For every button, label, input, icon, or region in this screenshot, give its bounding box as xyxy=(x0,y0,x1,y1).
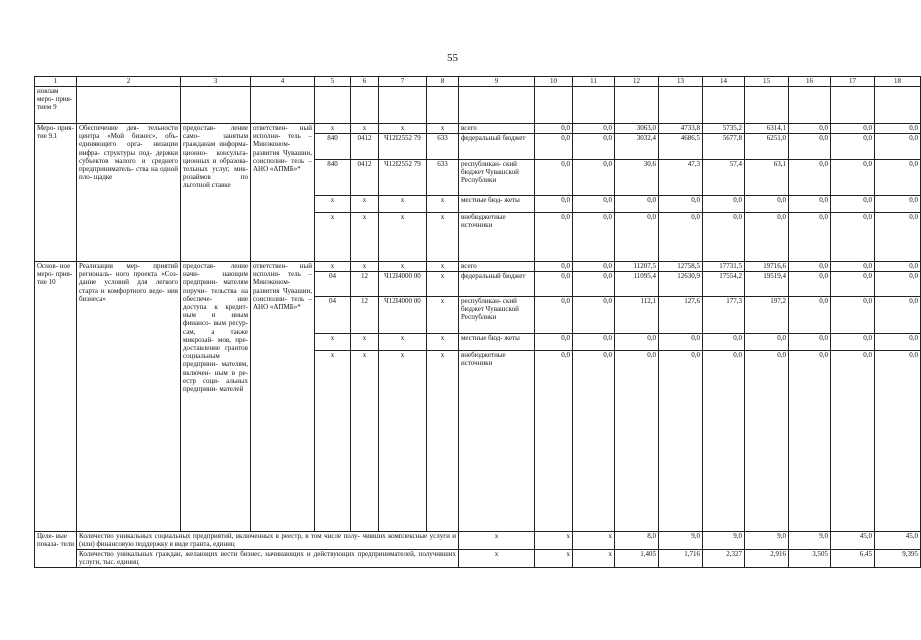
cell-rz: х xyxy=(351,124,379,134)
cell-v2022: 12630,9 xyxy=(659,272,703,297)
cell-v2031_35: 0,0 xyxy=(875,297,921,334)
column-number-row xyxy=(35,77,921,87)
cell-grbs: 840 xyxy=(315,134,351,160)
cell-v2031_35: 0,0 xyxy=(875,351,921,532)
cell-vr: х xyxy=(427,262,459,272)
column-number: 15 xyxy=(745,77,789,87)
column-number: 10 xyxy=(535,77,573,87)
cell-v2020: 0,0 xyxy=(573,351,615,532)
target-value: 9,0 xyxy=(789,532,831,550)
cell-v2025: 0,0 xyxy=(789,160,831,196)
target-value: х xyxy=(535,532,573,550)
carry-over-row xyxy=(35,87,921,124)
cell-v2023: 5735,2 xyxy=(703,124,745,134)
cell-rz: 12 xyxy=(351,272,379,297)
funding-source: федеральный бюджет xyxy=(459,272,535,297)
carry-over-label: новлам меро- прия- тием 9 xyxy=(35,87,77,124)
target-indicator-text: Количество уникальных граждан, желающих вести бизнес, начинающих и действующих предпринимателей, получивших услуги, тыс. единиц xyxy=(77,550,459,568)
target-value: х xyxy=(459,532,535,550)
cell-v2021: 3063,0 xyxy=(615,124,659,134)
column-number: 18 xyxy=(875,77,921,87)
column-number: 12 xyxy=(615,77,659,87)
cell-csr: Ч12I4000 00 xyxy=(379,272,427,297)
cell-v2019: 0,0 xyxy=(535,160,573,196)
cell-v2025: 0,0 xyxy=(789,213,831,262)
column-number: 5 xyxy=(315,77,351,87)
funding-source: республикан- ский бюджет Чувашской Республики xyxy=(459,160,535,196)
cell-v2020: 0,0 xyxy=(573,272,615,297)
cell-grbs: х xyxy=(315,262,351,272)
target-indicator-row xyxy=(35,550,921,568)
target-value: 45,0 xyxy=(875,532,921,550)
measure-name: Основ- ное меро- прия- тие 10 xyxy=(35,262,77,532)
measure-description: Обеспечение дея- тельности центра «Мой бизнес», объ- единяющего орга- низации инфра- структуры под- держки субъектов малого и среднего предприниматель- ства на одной пло- щадке xyxy=(77,124,181,262)
target-indicator-row xyxy=(35,532,921,550)
cell-v2025: 0,0 xyxy=(789,334,831,351)
cell-v2019: 0,0 xyxy=(535,334,573,351)
cell-csr: х xyxy=(379,124,427,134)
funding-source: внебюджетные источники xyxy=(459,351,535,532)
target-value: 6,45 xyxy=(831,550,875,568)
cell-v2026_30: 0,0 xyxy=(831,124,875,134)
cell-v2019: 0,0 xyxy=(535,272,573,297)
cell-rz: х xyxy=(351,334,379,351)
target-indicator-text: Количество уникальных социальных предприятий, включенных в реестр, в том числе полу- чивших комплексные услуги и (или) финансовую поддержку в виде гранта, единиц xyxy=(77,532,459,550)
target-value: 9,0 xyxy=(659,532,703,550)
cell-v2019: 0,0 xyxy=(535,134,573,160)
cell-grbs: х xyxy=(315,124,351,134)
cell-v2022: 47,3 xyxy=(659,160,703,196)
cell-v2020: 0,0 xyxy=(573,262,615,272)
funding-source: местные бюд- жеты xyxy=(459,334,535,351)
cell-v2025: 0,0 xyxy=(789,196,831,213)
cell-v2022: 4733,8 xyxy=(659,124,703,134)
funding-source: федеральный бюджет xyxy=(459,134,535,160)
target-value: 45,0 xyxy=(831,532,875,550)
cell-v2031_35: 0,0 xyxy=(875,134,921,160)
cell-v2026_30: 0,0 xyxy=(831,160,875,196)
cell-v2021: 11207,5 xyxy=(615,262,659,272)
funding-source: местные бюд- жеты xyxy=(459,196,535,213)
measure-description: Реализация мер- приятий региональ- ного проекта «Соз- дание условий для легкого старта и комфортного веде- ния бизнеса» xyxy=(77,262,181,532)
budget-row xyxy=(35,124,921,134)
cell-v2025: 0,0 xyxy=(789,124,831,134)
column-number: 6 xyxy=(351,77,379,87)
target-value: 2,916 xyxy=(745,550,789,568)
cell-csr: х xyxy=(379,213,427,262)
cell-v2026_30: 0,0 xyxy=(831,297,875,334)
cell-rz: х xyxy=(351,196,379,213)
funding-source: всего xyxy=(459,262,535,272)
cell-vr: х xyxy=(427,351,459,532)
cell-v2031_35: 0,0 xyxy=(875,160,921,196)
cell-csr: х xyxy=(379,262,427,272)
cell-v2023: 0,0 xyxy=(703,196,745,213)
cell-v2025: 0,0 xyxy=(789,272,831,297)
target-value: 2,327 xyxy=(703,550,745,568)
cell-v2024: 19716,6 xyxy=(745,262,789,272)
cell-v2024: 19519,4 xyxy=(745,272,789,297)
cell-v2021: 0,0 xyxy=(615,213,659,262)
column-number: 9 xyxy=(459,77,535,87)
cell-csr: х xyxy=(379,196,427,213)
budget-row xyxy=(35,262,921,272)
cell-v2023: 0,0 xyxy=(703,334,745,351)
cell-v2023: 0,0 xyxy=(703,351,745,532)
funding-source: республикан- ский бюджет Чувашской Республики xyxy=(459,297,535,334)
cell-v2026_30: 0,0 xyxy=(831,272,875,297)
cell-v2023: 17731,5 xyxy=(703,262,745,272)
target-value: 1,405 xyxy=(615,550,659,568)
measure-executor: ответствен- ный исполни- тель – Минэконом- развития Чувашии, соисполни- тель – АНО «АПМБ»* xyxy=(251,262,315,532)
cell-csr: Ч12I4000 00 xyxy=(379,297,427,334)
cell-grbs: х xyxy=(315,196,351,213)
cell-v2023: 177,3 xyxy=(703,297,745,334)
cell-v2022: 0,0 xyxy=(659,196,703,213)
cell-csr: х xyxy=(379,351,427,532)
cell-v2021: 3032,4 xyxy=(615,134,659,160)
targets-label: Целе- вые показа- тели xyxy=(35,532,77,568)
cell-v2019: 0,0 xyxy=(535,297,573,334)
cell-csr: х xyxy=(379,334,427,351)
cell-grbs: 04 xyxy=(315,297,351,334)
cell-v2020: 0,0 xyxy=(573,160,615,196)
cell-rz: 0412 xyxy=(351,134,379,160)
cell-v2024: 6314,1 xyxy=(745,124,789,134)
cell-v2024: 197,2 xyxy=(745,297,789,334)
cell-grbs: 840 xyxy=(315,160,351,196)
column-number: 13 xyxy=(659,77,703,87)
target-value: х xyxy=(535,550,573,568)
cell-v2023: 0,0 xyxy=(703,213,745,262)
cell-v2022: 12758,5 xyxy=(659,262,703,272)
cell-v2031_35: 0,0 xyxy=(875,334,921,351)
cell-grbs: х xyxy=(315,334,351,351)
cell-v2019: 0,0 xyxy=(535,262,573,272)
cell-v2020: 0,0 xyxy=(573,213,615,262)
cell-v2024: 0,0 xyxy=(745,351,789,532)
cell-v2026_30: 0,0 xyxy=(831,213,875,262)
cell-v2022: 0,0 xyxy=(659,213,703,262)
cell-vr: х xyxy=(427,272,459,297)
cell-v2026_30: 0,0 xyxy=(831,262,875,272)
cell-v2026_30: 0,0 xyxy=(831,134,875,160)
cell-v2025: 0,0 xyxy=(789,351,831,532)
cell-csr: Ч12I2552 79 xyxy=(379,160,427,196)
target-value: 9,0 xyxy=(703,532,745,550)
cell-v2021: 112,1 xyxy=(615,297,659,334)
cell-v2024: 0,0 xyxy=(745,213,789,262)
page-number: 55 xyxy=(447,52,458,64)
cell-v2021: 0,0 xyxy=(615,334,659,351)
cell-v2022: 0,0 xyxy=(659,334,703,351)
cell-v2021: 0,0 xyxy=(615,351,659,532)
column-number: 4 xyxy=(251,77,315,87)
cell-v2025: 0,0 xyxy=(789,134,831,160)
target-value: 3,505 xyxy=(789,550,831,568)
target-value: 9,0 xyxy=(745,532,789,550)
target-value: 1,716 xyxy=(659,550,703,568)
cell-v2019: 0,0 xyxy=(535,196,573,213)
measure-executor: ответствен- ный исполни- тель – Минэконом- развития Чувашии, соисполни- тель – АНО «АПМБ»* xyxy=(251,124,315,262)
cell-v2026_30: 0,0 xyxy=(831,351,875,532)
cell-v2022: 127,6 xyxy=(659,297,703,334)
cell-v2031_35: 0,0 xyxy=(875,262,921,272)
target-value: 8,0 xyxy=(615,532,659,550)
cell-csr: Ч12I2552 79 xyxy=(379,134,427,160)
cell-v2022: 4686,5 xyxy=(659,134,703,160)
cell-grbs: 04 xyxy=(315,272,351,297)
cell-rz: 12 xyxy=(351,297,379,334)
column-number: 3 xyxy=(181,77,251,87)
cell-vr: х xyxy=(427,297,459,334)
cell-v2021: 0,0 xyxy=(615,196,659,213)
cell-v2020: 0,0 xyxy=(573,297,615,334)
cell-v2021: 11095,4 xyxy=(615,272,659,297)
column-number: 8 xyxy=(427,77,459,87)
cell-v2020: 0,0 xyxy=(573,134,615,160)
cell-v2020: 0,0 xyxy=(573,334,615,351)
cell-v2020: 0,0 xyxy=(573,124,615,134)
cell-vr: 633 xyxy=(427,134,459,160)
cell-rz: 0412 xyxy=(351,160,379,196)
cell-v2022: 0,0 xyxy=(659,351,703,532)
column-number: 11 xyxy=(573,77,615,87)
funding-source: внебюджетные источники xyxy=(459,213,535,262)
column-number: 7 xyxy=(379,77,427,87)
cell-v2020: 0,0 xyxy=(573,196,615,213)
cell-v2023: 17554,2 xyxy=(703,272,745,297)
measure-result: предостав- ление начи- нающим предприни- мателям поручи- тельства на обеспече- ние доступа к кредит- ным и иным финансо- вым ресур- сам, а также микрозай- мов, пре- доставление грантов социальным предприни- мателям, включен- ным в ре- естр соци- альных предприни- мателей xyxy=(181,262,251,532)
cell-rz: х xyxy=(351,262,379,272)
cell-v2023: 57,4 xyxy=(703,160,745,196)
target-value: х xyxy=(573,532,615,550)
cell-v2026_30: 0,0 xyxy=(831,196,875,213)
cell-vr: х xyxy=(427,334,459,351)
funding-source: всего xyxy=(459,124,535,134)
cell-v2024: 6251,0 xyxy=(745,134,789,160)
measure-result: предостав- ление само- занятым гражданам информа- ционно- консульта- ционных и образова- тельных услуг, мик- розаймов по льготной ставке xyxy=(181,124,251,262)
column-number: 16 xyxy=(789,77,831,87)
cell-v2025: 0,0 xyxy=(789,297,831,334)
cell-vr: х xyxy=(427,213,459,262)
cell-v2019: 0,0 xyxy=(535,124,573,134)
cell-grbs: х xyxy=(315,351,351,532)
cell-v2031_35: 0,0 xyxy=(875,196,921,213)
cell-v2024: 0,0 xyxy=(745,196,789,213)
budget-table xyxy=(34,76,921,568)
cell-v2025: 0,0 xyxy=(789,262,831,272)
cell-rz: х xyxy=(351,213,379,262)
cell-v2023: 5677,8 xyxy=(703,134,745,160)
column-number: 1 xyxy=(35,77,77,87)
target-value: х xyxy=(459,550,535,568)
cell-v2026_30: 0,0 xyxy=(831,334,875,351)
cell-v2024: 0,0 xyxy=(745,334,789,351)
target-value: 9,395 xyxy=(875,550,921,568)
column-number: 17 xyxy=(831,77,875,87)
cell-v2021: 30,6 xyxy=(615,160,659,196)
target-value: х xyxy=(573,550,615,568)
column-number: 14 xyxy=(703,77,745,87)
cell-v2031_35: 0,0 xyxy=(875,124,921,134)
cell-rz: х xyxy=(351,351,379,532)
cell-v2019: 0,0 xyxy=(535,213,573,262)
cell-v2031_35: 0,0 xyxy=(875,272,921,297)
measure-name: Меро- прия- тие 9.1 xyxy=(35,124,77,262)
cell-v2019: 0,0 xyxy=(535,351,573,532)
cell-v2024: 63,1 xyxy=(745,160,789,196)
column-number: 2 xyxy=(77,77,181,87)
cell-vr: х xyxy=(427,124,459,134)
cell-vr: х xyxy=(427,196,459,213)
cell-v2031_35: 0,0 xyxy=(875,213,921,262)
cell-vr: 633 xyxy=(427,160,459,196)
cell-grbs: х xyxy=(315,213,351,262)
